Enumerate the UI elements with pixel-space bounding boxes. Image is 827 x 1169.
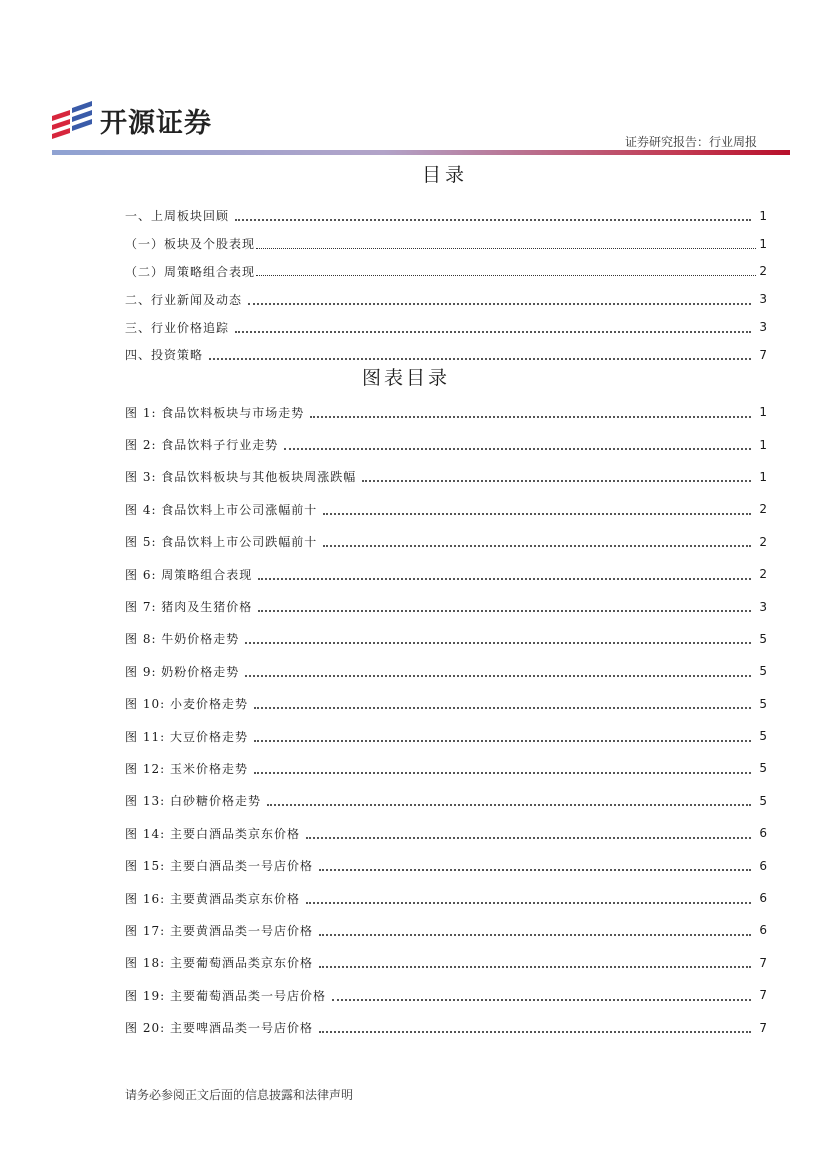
dot-leader <box>258 577 751 580</box>
figure-item-page: 7 <box>759 1020 767 1035</box>
figure-list <box>125 396 767 1044</box>
figure-item-label: 图 17: 主要黄酒品类一号店价格 <box>125 923 313 938</box>
dot-leader <box>254 771 751 774</box>
figure-item-label: 图 12: 玉米价格走势 <box>125 761 248 776</box>
dot-leader <box>245 674 751 677</box>
figure-item-page: 1 <box>759 405 767 420</box>
figure-item[interactable] <box>125 396 767 428</box>
figure-item-page: 6 <box>759 826 767 841</box>
dot-leader <box>235 330 751 333</box>
toc-item[interactable] <box>125 285 767 313</box>
figure-item[interactable] <box>125 914 767 946</box>
dot-leader <box>319 868 751 871</box>
figure-item-label: 图 5: 食品饮料上市公司跌幅前十 <box>125 535 318 550</box>
figure-item-page: 1 <box>759 437 767 452</box>
figure-item-label: 图 16: 主要黄酒品类京东价格 <box>125 891 300 906</box>
dot-leader <box>248 302 751 305</box>
dot-leader <box>267 803 751 806</box>
figure-item-page: 5 <box>759 664 767 679</box>
figure-list-title: 图表目录 <box>361 367 450 389</box>
figure-item[interactable] <box>125 461 767 493</box>
figure-item[interactable] <box>125 590 767 622</box>
toc-title: 目录 <box>421 164 468 186</box>
toc-item[interactable] <box>125 258 767 286</box>
dot-leader <box>310 415 751 418</box>
figure-item[interactable] <box>125 526 767 558</box>
toc-item[interactable] <box>125 230 767 258</box>
figure-item-label: 图 11: 大豆价格走势 <box>125 729 248 744</box>
dot-leader <box>319 933 751 936</box>
brand-name: 开源证券 <box>100 107 212 139</box>
figure-item[interactable] <box>125 493 767 525</box>
figure-item-page: 6 <box>759 923 767 938</box>
figure-item-label: 图 13: 白砂糖价格走势 <box>125 794 261 809</box>
dot-leader <box>254 706 751 709</box>
figure-item-page: 2 <box>759 502 767 517</box>
header-divider-bar <box>52 150 790 155</box>
toc-item[interactable] <box>125 202 767 230</box>
figure-item-label: 图 9: 奶粉价格走势 <box>125 664 240 679</box>
dot-leader <box>319 965 751 968</box>
figure-item-page: 5 <box>759 729 767 744</box>
figure-item[interactable] <box>125 1011 767 1043</box>
figure-item-page: 3 <box>759 599 767 614</box>
dot-leader <box>245 641 751 644</box>
toc-item-page: 2 <box>759 264 767 279</box>
toc-item-page: 1 <box>759 236 767 251</box>
figure-item-page: 1 <box>759 469 767 484</box>
toc-list <box>125 202 767 369</box>
figure-item-label: 图 19: 主要葡萄酒品类一号店价格 <box>125 988 326 1003</box>
figure-item[interactable] <box>125 882 767 914</box>
toc-item-label: 四、投资策略 <box>125 348 204 363</box>
figure-item[interactable] <box>125 752 767 784</box>
dot-leader <box>256 247 756 249</box>
figure-item-label: 图 2: 食品饮料子行业走势 <box>125 438 279 453</box>
toc-item-label: 三、行业价格追踪 <box>125 320 230 335</box>
figure-item-page: 5 <box>759 696 767 711</box>
figure-item-page: 6 <box>759 858 767 873</box>
report-type-label: 证券研究报告：行业周报 <box>624 135 757 149</box>
figure-item-label: 图 3: 食品饮料板块与其他板块周涨跌幅 <box>125 470 357 485</box>
dot-leader <box>235 218 751 221</box>
toc-item-page: 7 <box>759 347 767 362</box>
figure-item[interactable] <box>125 849 767 881</box>
figure-item-label: 图 14: 主要白酒品类京东价格 <box>125 826 300 841</box>
dot-leader <box>284 447 751 450</box>
dot-leader <box>362 479 751 482</box>
dot-leader <box>323 544 751 547</box>
dot-leader <box>306 901 751 904</box>
figure-item[interactable] <box>125 623 767 655</box>
toc-item-page: 3 <box>759 292 767 307</box>
figure-item-label: 图 10: 小麦价格走势 <box>125 697 248 712</box>
dot-leader <box>209 357 751 360</box>
dot-leader <box>258 609 751 612</box>
figure-item-page: 7 <box>759 988 767 1003</box>
figure-item[interactable] <box>125 655 767 687</box>
toc-item-page: 3 <box>759 320 767 335</box>
figure-item-label: 图 20: 主要啤酒品类一号店价格 <box>125 1021 313 1036</box>
toc-item-label: （一）板块及个股表现 <box>125 237 256 252</box>
figure-item-page: 5 <box>759 631 767 646</box>
figure-item-label: 图 7: 猪肉及生猪价格 <box>125 600 253 615</box>
dot-leader <box>319 1030 751 1033</box>
toc-item-label: （二）周策略组合表现 <box>125 264 256 279</box>
logo-mark-icon <box>50 100 94 140</box>
dot-leader <box>323 512 751 515</box>
figure-item-label: 图 4: 食品饮料上市公司涨幅前十 <box>125 502 318 517</box>
figure-item[interactable] <box>125 979 767 1011</box>
toc-item-label: 一、上周板块回顾 <box>125 209 230 224</box>
brand-logo <box>50 100 212 140</box>
figure-item-page: 6 <box>759 891 767 906</box>
figure-item[interactable] <box>125 428 767 460</box>
dot-leader <box>306 836 751 839</box>
dot-leader <box>254 739 751 742</box>
figure-item-label: 图 1: 食品饮料板块与市场走势 <box>125 405 305 420</box>
figure-item-page: 2 <box>759 567 767 582</box>
figure-item-label: 图 8: 牛奶价格走势 <box>125 632 240 647</box>
dot-leader <box>256 274 756 276</box>
toc-item[interactable] <box>125 313 767 341</box>
figure-item-page: 2 <box>759 534 767 549</box>
toc-item-label: 二、行业新闻及动态 <box>125 292 243 307</box>
figure-item-label: 图 6: 周策略组合表现 <box>125 567 253 582</box>
figure-item[interactable] <box>125 558 767 590</box>
figure-item-page: 5 <box>759 793 767 808</box>
dot-leader <box>332 998 751 1001</box>
footer-disclaimer: 请务必参阅正文后面的信息披露和法律声明 <box>125 1088 354 1102</box>
figure-item-label: 图 15: 主要白酒品类一号店价格 <box>125 859 313 874</box>
figure-item[interactable] <box>125 720 767 752</box>
toc-item-page: 1 <box>759 208 767 223</box>
figure-item-label: 图 18: 主要葡萄酒品类京东价格 <box>125 956 313 971</box>
figure-item[interactable] <box>125 785 767 817</box>
figure-item[interactable] <box>125 688 767 720</box>
figure-item-page: 7 <box>759 955 767 970</box>
figure-item[interactable] <box>125 947 767 979</box>
figure-item[interactable] <box>125 817 767 849</box>
figure-item-page: 5 <box>759 761 767 776</box>
